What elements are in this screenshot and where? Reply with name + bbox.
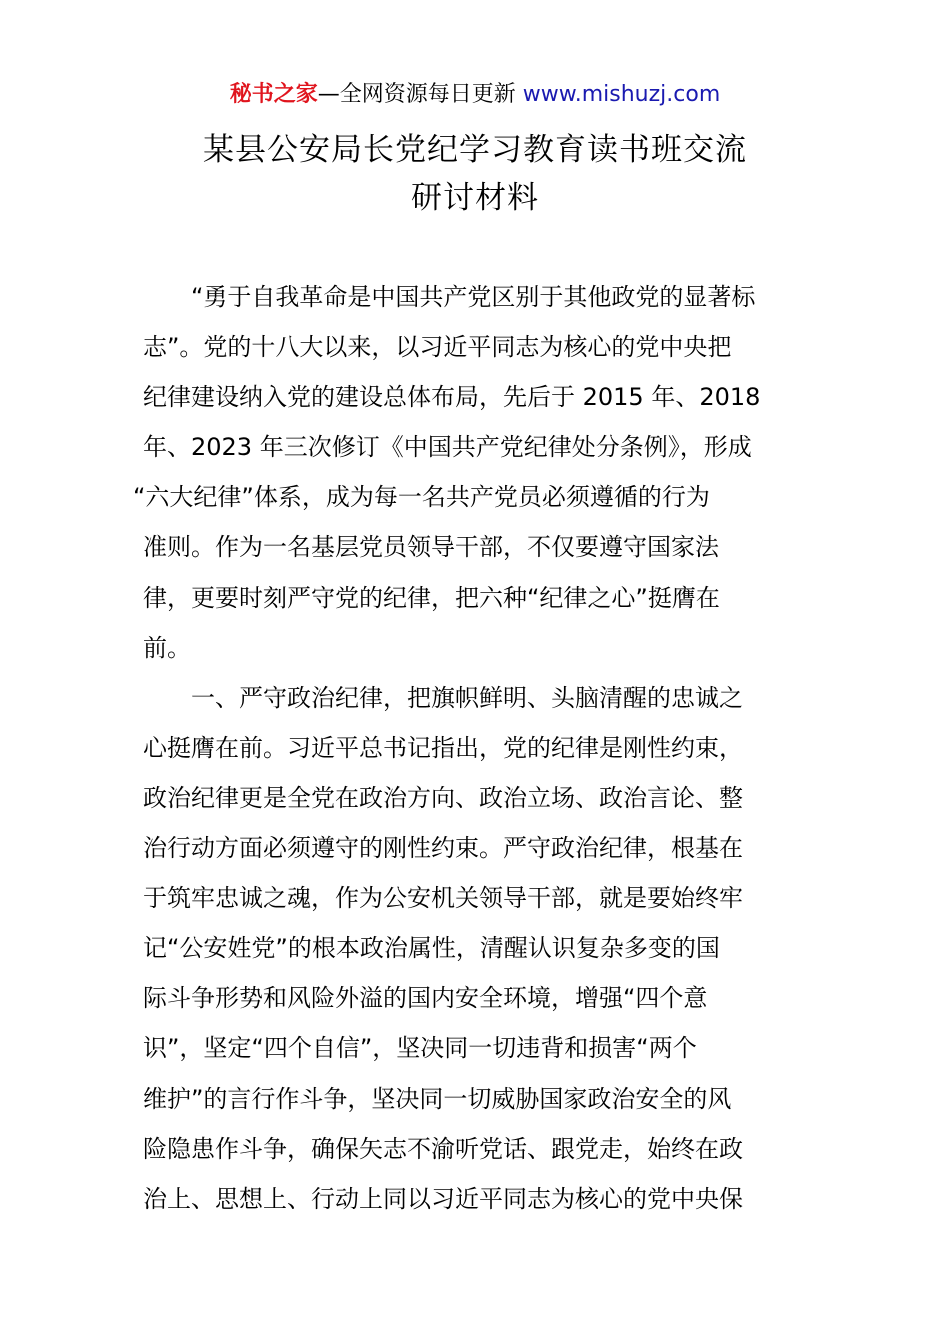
title-line-1: 某县公安局长党纪学习教育读书班交流 bbox=[203, 132, 747, 168]
text-line: 前。 bbox=[143, 633, 191, 662]
text-line: 际斗争形势和风险外溢的国内安全环境，增强“四个意 bbox=[143, 984, 708, 1013]
text-line: 治行动方面必须遵守的刚性约束。严守政治纪律，根基在 bbox=[143, 834, 743, 863]
site-url-link[interactable]: www.mishuzj.com bbox=[522, 82, 721, 107]
text-line: “六大纪律”体系，成为每一名共产党员必须遵循的行为 bbox=[133, 483, 710, 512]
text-line: 识”，坚定“四个自信”，坚决同一切违背和损害“两个 bbox=[143, 1034, 697, 1063]
text-line: “勇于自我革命是中国共产党区别于其他政党的显著标 bbox=[191, 283, 756, 311]
text-line: 记“公安姓党”的根本政治属性，清醒认识复杂多变的国 bbox=[143, 934, 720, 963]
text-line: 年、2023 年三次修订《中国共产党纪律处分条例》，形成 bbox=[143, 433, 752, 462]
text-line: 治上、思想上、行动上同以习近平同志为核心的党中央保 bbox=[143, 1184, 743, 1213]
title-line-2: 研讨材料 bbox=[411, 180, 539, 216]
text-line: 律，更要时刻严守党的纪律，把六种“纪律之心”挺膺在 bbox=[143, 583, 720, 612]
text-line: 心挺膺在前。习近平总书记指出，党的纪律是刚性约束， bbox=[143, 733, 743, 762]
paragraph-political-discipline bbox=[143, 673, 807, 1224]
text-line: 纪律建设纳入党的建设总体布局，先后于 2015 年、2018 bbox=[143, 383, 761, 412]
text-line: 于筑牢忠诚之魂，作为公安机关领导干部，就是要始终牢 bbox=[143, 884, 743, 913]
header-tagline: —全网资源每日更新 bbox=[317, 82, 516, 107]
text-line: 志”。党的十八大以来，以习近平同志为核心的党中央把 bbox=[143, 333, 732, 362]
document-body bbox=[133, 272, 807, 1224]
paragraph-intro bbox=[133, 272, 807, 673]
text-line: 准则。作为一名基层党员领导干部，不仅要遵守国家法 bbox=[143, 533, 719, 562]
text-line: 险隐患作斗争，确保矢志不渝听党话、跟党走，始终在政 bbox=[143, 1134, 743, 1163]
text-line: 政治纪律更是全党在政治方向、政治立场、政治言论、整 bbox=[143, 783, 743, 812]
section-heading: 一、严守政治纪律，把旗帜鲜明、头脑清醒的忠诚之 bbox=[191, 683, 743, 712]
document-title bbox=[0, 126, 950, 222]
brand-name: 秘书之家 bbox=[229, 82, 318, 107]
site-header bbox=[0, 80, 950, 110]
text-line: 维护”的言行作斗争，坚决同一切威胁国家政治安全的风 bbox=[143, 1084, 732, 1113]
